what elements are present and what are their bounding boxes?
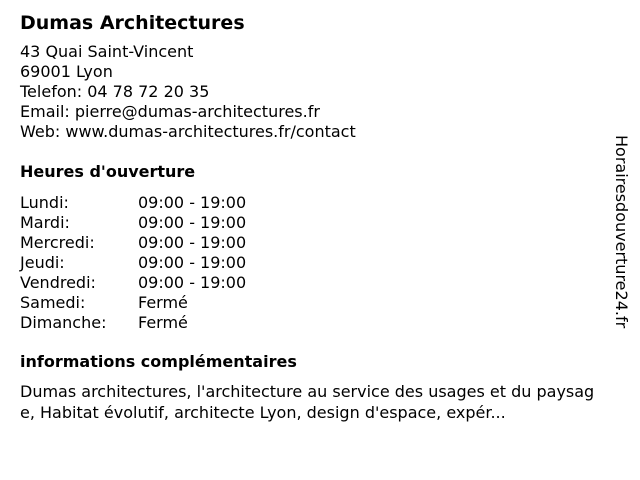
day-label: Mardi: [20, 213, 70, 232]
time-value: 09:00 - 19:00 [138, 193, 247, 212]
hours-row-monday [20, 193, 605, 213]
time-value: 09:00 - 19:00 [138, 253, 247, 272]
business-card [20, 10, 605, 423]
day-label: Lundi: [20, 193, 69, 212]
day-label: Jeudi: [20, 253, 65, 272]
hours-row-wednesday [20, 233, 605, 253]
site-watermark: Horairesdouverture24.fr [612, 135, 631, 329]
address-city: 69001 Lyon [20, 62, 113, 81]
hours-row-thursday [20, 253, 605, 273]
opening-hours-list [20, 193, 605, 333]
hours-row-tuesday [20, 213, 605, 233]
contact-details [20, 42, 605, 142]
hours-row-friday [20, 273, 605, 293]
time-value: Fermé [138, 313, 188, 332]
info-description: Dumas architectures, l'architecture au service des usages et du paysage, Habitat évolutif, architecte Lyon, design d'espace, expér... [20, 382, 595, 422]
time-value: Fermé [138, 293, 188, 312]
info-heading: informations complémentaires [20, 352, 297, 371]
phone-line: Telefon: 04 78 72 20 35 [20, 82, 210, 101]
day-label: Mercredi: [20, 233, 95, 252]
company-name: Dumas Architectures [20, 12, 245, 34]
day-label: Samedi: [20, 293, 86, 312]
day-label: Dimanche: [20, 313, 107, 332]
time-value: 09:00 - 19:00 [138, 213, 247, 232]
hours-row-saturday [20, 293, 605, 313]
web-line: Web: www.dumas-architectures.fr/contact [20, 122, 356, 141]
hours-heading: Heures d'ouverture [20, 162, 196, 181]
email-line: Email: pierre@dumas-architectures.fr [20, 102, 320, 121]
time-value: 09:00 - 19:00 [138, 233, 247, 252]
address-street: 43 Quai Saint-Vincent [20, 42, 194, 61]
day-label: Vendredi: [20, 273, 96, 292]
time-value: 09:00 - 19:00 [138, 273, 247, 292]
hours-row-sunday [20, 313, 605, 333]
